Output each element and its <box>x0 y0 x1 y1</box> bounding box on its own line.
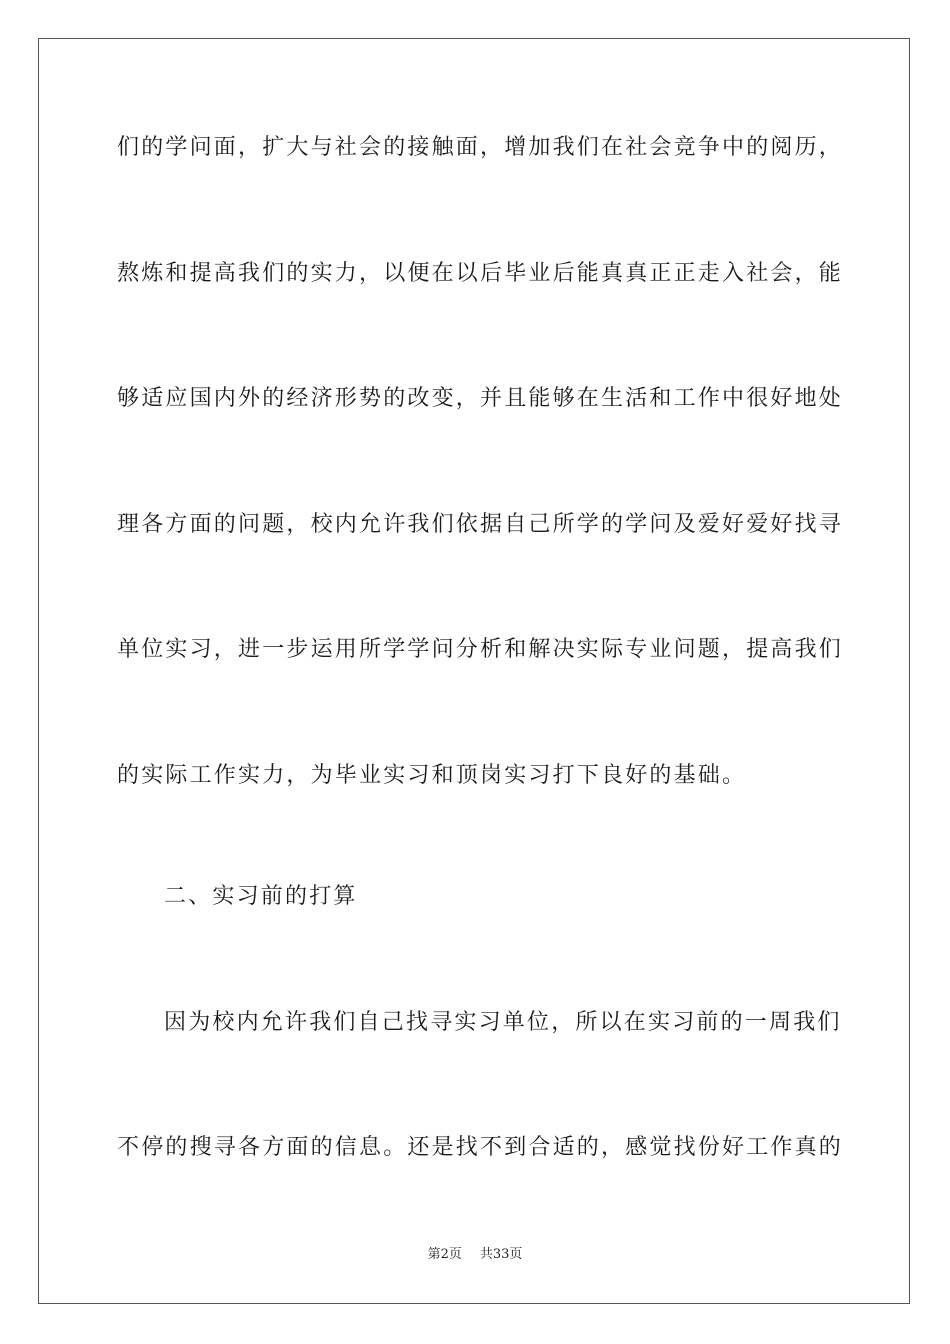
page-number: 第2页 <box>427 1247 462 1262</box>
page-border <box>38 38 910 1304</box>
body-text-line: 不停的搜寻各方面的信息。还是找不到合适的，感觉找份好工作真的 <box>117 1135 844 1160</box>
paragraph-first-line: 因为校内允许我们自己找寻实习单位，所以在实习前的一周我们 <box>164 1010 842 1035</box>
page-footer <box>0 1246 950 1264</box>
body-text-line: 的实际工作实力，为毕业实习和顶岗实习打下良好的基础。 <box>117 763 747 788</box>
section-heading: 二、实习前的打算 <box>164 884 358 909</box>
body-text-line: 熬炼和提高我们的实力，以便在以后毕业后能真真正正走入社会，能 <box>117 261 844 286</box>
body-text-line: 理各方面的问题，校内允许我们依据自己所学的学问及爱好爱好找寻 <box>117 512 844 537</box>
body-text-line: 单位实习，进一步运用所学学问分析和解决实际专业问题，提高我们 <box>117 637 844 662</box>
body-text-line: 们的学问面，扩大与社会的接触面，增加我们在社会竞争中的阅历， <box>117 135 844 160</box>
body-text-line: 够适应国内外的经济形势的改变，并且能够在生活和工作中很好地处 <box>117 386 844 411</box>
page-total: 共33页 <box>479 1247 523 1262</box>
